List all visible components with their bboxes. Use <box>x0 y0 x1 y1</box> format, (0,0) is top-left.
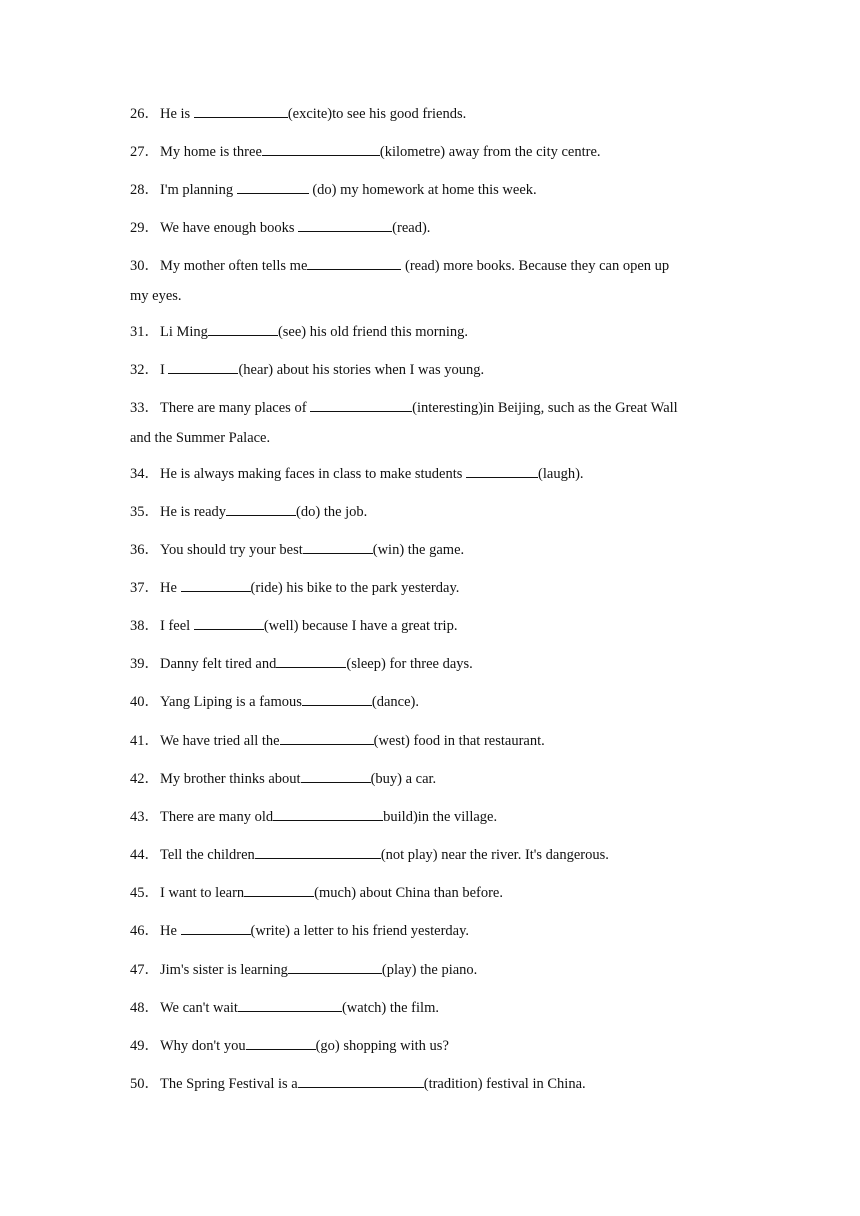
question-number: 41． <box>130 733 159 749</box>
question-36 <box>130 536 730 564</box>
answer-blank[interactable] <box>273 805 383 821</box>
answer-blank[interactable] <box>301 767 371 783</box>
question-text-before: We can't wait <box>160 1000 238 1016</box>
question-number: 42． <box>130 771 159 787</box>
answer-blank[interactable] <box>262 140 380 156</box>
question-text-before: I <box>160 362 169 378</box>
question-text-after: (do) the job. <box>296 504 368 520</box>
question-text-before: Yang Liping is a famous <box>160 694 302 710</box>
question-48 <box>130 994 730 1022</box>
question-text-after: build)in the village. <box>383 809 498 825</box>
answer-blank[interactable] <box>303 538 373 554</box>
question-text-after: (tradition) festival in China. <box>423 1076 586 1092</box>
answer-blank[interactable] <box>194 614 264 630</box>
question-text-after: (hear) about his stories when I was young. <box>238 362 485 378</box>
question-33-continuation <box>130 424 730 452</box>
question-text-before: We have enough books <box>160 220 299 236</box>
question-number: 35． <box>130 504 159 520</box>
question-43 <box>130 803 730 831</box>
answer-blank[interactable] <box>181 576 251 592</box>
question-49 <box>130 1032 730 1060</box>
question-text-after: (win) the game. <box>372 542 465 558</box>
question-number: 26． <box>130 106 159 122</box>
question-number: 33． <box>130 400 159 416</box>
question-number: 34． <box>130 466 159 482</box>
question-text-after: (ride) his bike to the park yesterday. <box>250 580 460 596</box>
question-44 <box>130 841 730 869</box>
question-text-before: Li Ming <box>160 324 208 340</box>
question-text-before: I'm planning <box>160 182 237 198</box>
question-28 <box>130 176 730 204</box>
question-number: 45． <box>130 885 159 901</box>
question-text-after: (interesting)in Beijing, such as the Great Wall <box>412 400 678 416</box>
answer-blank[interactable] <box>466 462 538 478</box>
question-text-before: I feel <box>160 618 194 634</box>
question-number: 47． <box>130 962 159 978</box>
question-number: 30． <box>130 258 159 274</box>
answer-blank[interactable] <box>181 919 251 935</box>
question-text-before: The Spring Festival is a <box>160 1076 298 1092</box>
question-30 <box>130 252 730 280</box>
question-number: 36． <box>130 542 159 558</box>
answer-blank[interactable] <box>302 690 372 706</box>
question-text-after: (play) the piano. <box>381 962 478 978</box>
answer-blank[interactable] <box>276 652 346 668</box>
answer-blank[interactable] <box>238 996 342 1012</box>
question-text-before: I want to learn <box>160 885 245 901</box>
question-50 <box>130 1070 730 1098</box>
question-text-before: He <box>160 580 181 596</box>
question-text-after: (not play) near the river. It's dangerous. <box>380 847 609 863</box>
question-26 <box>130 100 730 128</box>
question-text-before: Why don't you <box>160 1038 246 1054</box>
question-number: 40． <box>130 694 159 710</box>
question-32 <box>130 356 730 384</box>
question-number: 50． <box>130 1076 159 1092</box>
answer-blank[interactable] <box>246 1034 316 1050</box>
question-number: 32． <box>130 362 159 378</box>
question-text-after: (dance). <box>371 694 420 710</box>
question-number: 48． <box>130 1000 159 1016</box>
question-text-before: Danny felt tired and <box>160 656 277 672</box>
answer-blank[interactable] <box>307 254 401 270</box>
question-35 <box>130 498 730 526</box>
question-number: 37． <box>130 580 159 596</box>
question-text-before: There are many places of <box>160 400 311 416</box>
question-38 <box>130 612 730 640</box>
question-text-before: My mother often tells me <box>160 258 308 274</box>
answer-blank[interactable] <box>298 216 392 232</box>
question-number: 31． <box>130 324 159 340</box>
question-number: 27． <box>130 144 159 160</box>
answer-blank[interactable] <box>237 178 309 194</box>
question-37 <box>130 574 730 602</box>
question-text-before: He is ready <box>160 504 227 520</box>
question-number: 43． <box>130 809 159 825</box>
question-number: 28． <box>130 182 159 198</box>
question-text-before: You should try your best <box>160 542 303 558</box>
question-text-before: There are many old <box>160 809 274 825</box>
question-text-before: My brother thinks about <box>160 771 301 787</box>
question-text-after: (kilometre) away from the city centre. <box>379 144 601 160</box>
question-46 <box>130 917 730 945</box>
question-29 <box>130 214 730 242</box>
question-34 <box>130 460 730 488</box>
question-45 <box>130 879 730 907</box>
answer-blank[interactable] <box>310 396 412 412</box>
question-number: 49． <box>130 1038 159 1054</box>
question-text-before: He is always making faces in class to make students <box>160 466 467 482</box>
question-39 <box>130 650 730 678</box>
question-text-before: He is <box>160 106 194 122</box>
question-text-after: (go) shopping with us? <box>315 1038 449 1054</box>
question-text-before: Jim's sister is learning <box>160 962 288 978</box>
answer-blank[interactable] <box>194 102 288 118</box>
question-text-continued: my eyes. <box>130 288 182 304</box>
question-text-after: (buy) a car. <box>370 771 437 787</box>
question-text-before: Tell the children <box>160 847 255 863</box>
question-text-after: (sleep) for three days. <box>346 656 473 672</box>
answer-blank[interactable] <box>288 958 382 974</box>
question-number: 46． <box>130 923 159 939</box>
question-text-before: My home is three <box>160 144 262 160</box>
answer-blank[interactable] <box>226 500 296 516</box>
answer-blank[interactable] <box>255 843 381 859</box>
question-31 <box>130 318 730 346</box>
question-text-after: (laugh). <box>538 466 584 482</box>
question-41 <box>130 727 730 755</box>
question-text-after: (well) because I have a great trip. <box>263 618 458 634</box>
question-text-after: (write) a letter to his friend yesterday. <box>250 923 470 939</box>
question-text-after: (west) food in that restaurant. <box>373 733 545 749</box>
question-33 <box>130 394 730 422</box>
question-text-before: He <box>160 923 181 939</box>
question-text-before: We have tried all the <box>160 733 280 749</box>
question-number: 29． <box>130 220 159 236</box>
question-number: 44． <box>130 847 159 863</box>
answer-blank[interactable] <box>298 1072 424 1088</box>
question-47 <box>130 956 730 984</box>
question-text-after: (read). <box>392 220 431 236</box>
question-text-after: (watch) the film. <box>341 1000 439 1016</box>
question-number: 39． <box>130 656 159 672</box>
question-text-after: (see) his old friend this morning. <box>277 324 469 340</box>
question-number: 38． <box>130 618 159 634</box>
answer-blank[interactable] <box>244 881 314 897</box>
question-text-continued: and the Summer Palace. <box>130 430 271 446</box>
question-30-continuation <box>130 282 730 310</box>
question-40 <box>130 688 730 716</box>
question-text-after: (excite)to see his good friends. <box>287 106 467 122</box>
answer-blank[interactable] <box>208 320 278 336</box>
question-text-after: (do) my homework at home this week. <box>308 182 537 198</box>
question-42 <box>130 765 730 793</box>
answer-blank[interactable] <box>168 358 238 374</box>
question-27 <box>130 138 730 166</box>
answer-blank[interactable] <box>280 729 374 745</box>
question-text-after: (much) about China than before. <box>314 885 503 901</box>
question-text-after: (read) more books. Because they can open up <box>401 258 670 274</box>
